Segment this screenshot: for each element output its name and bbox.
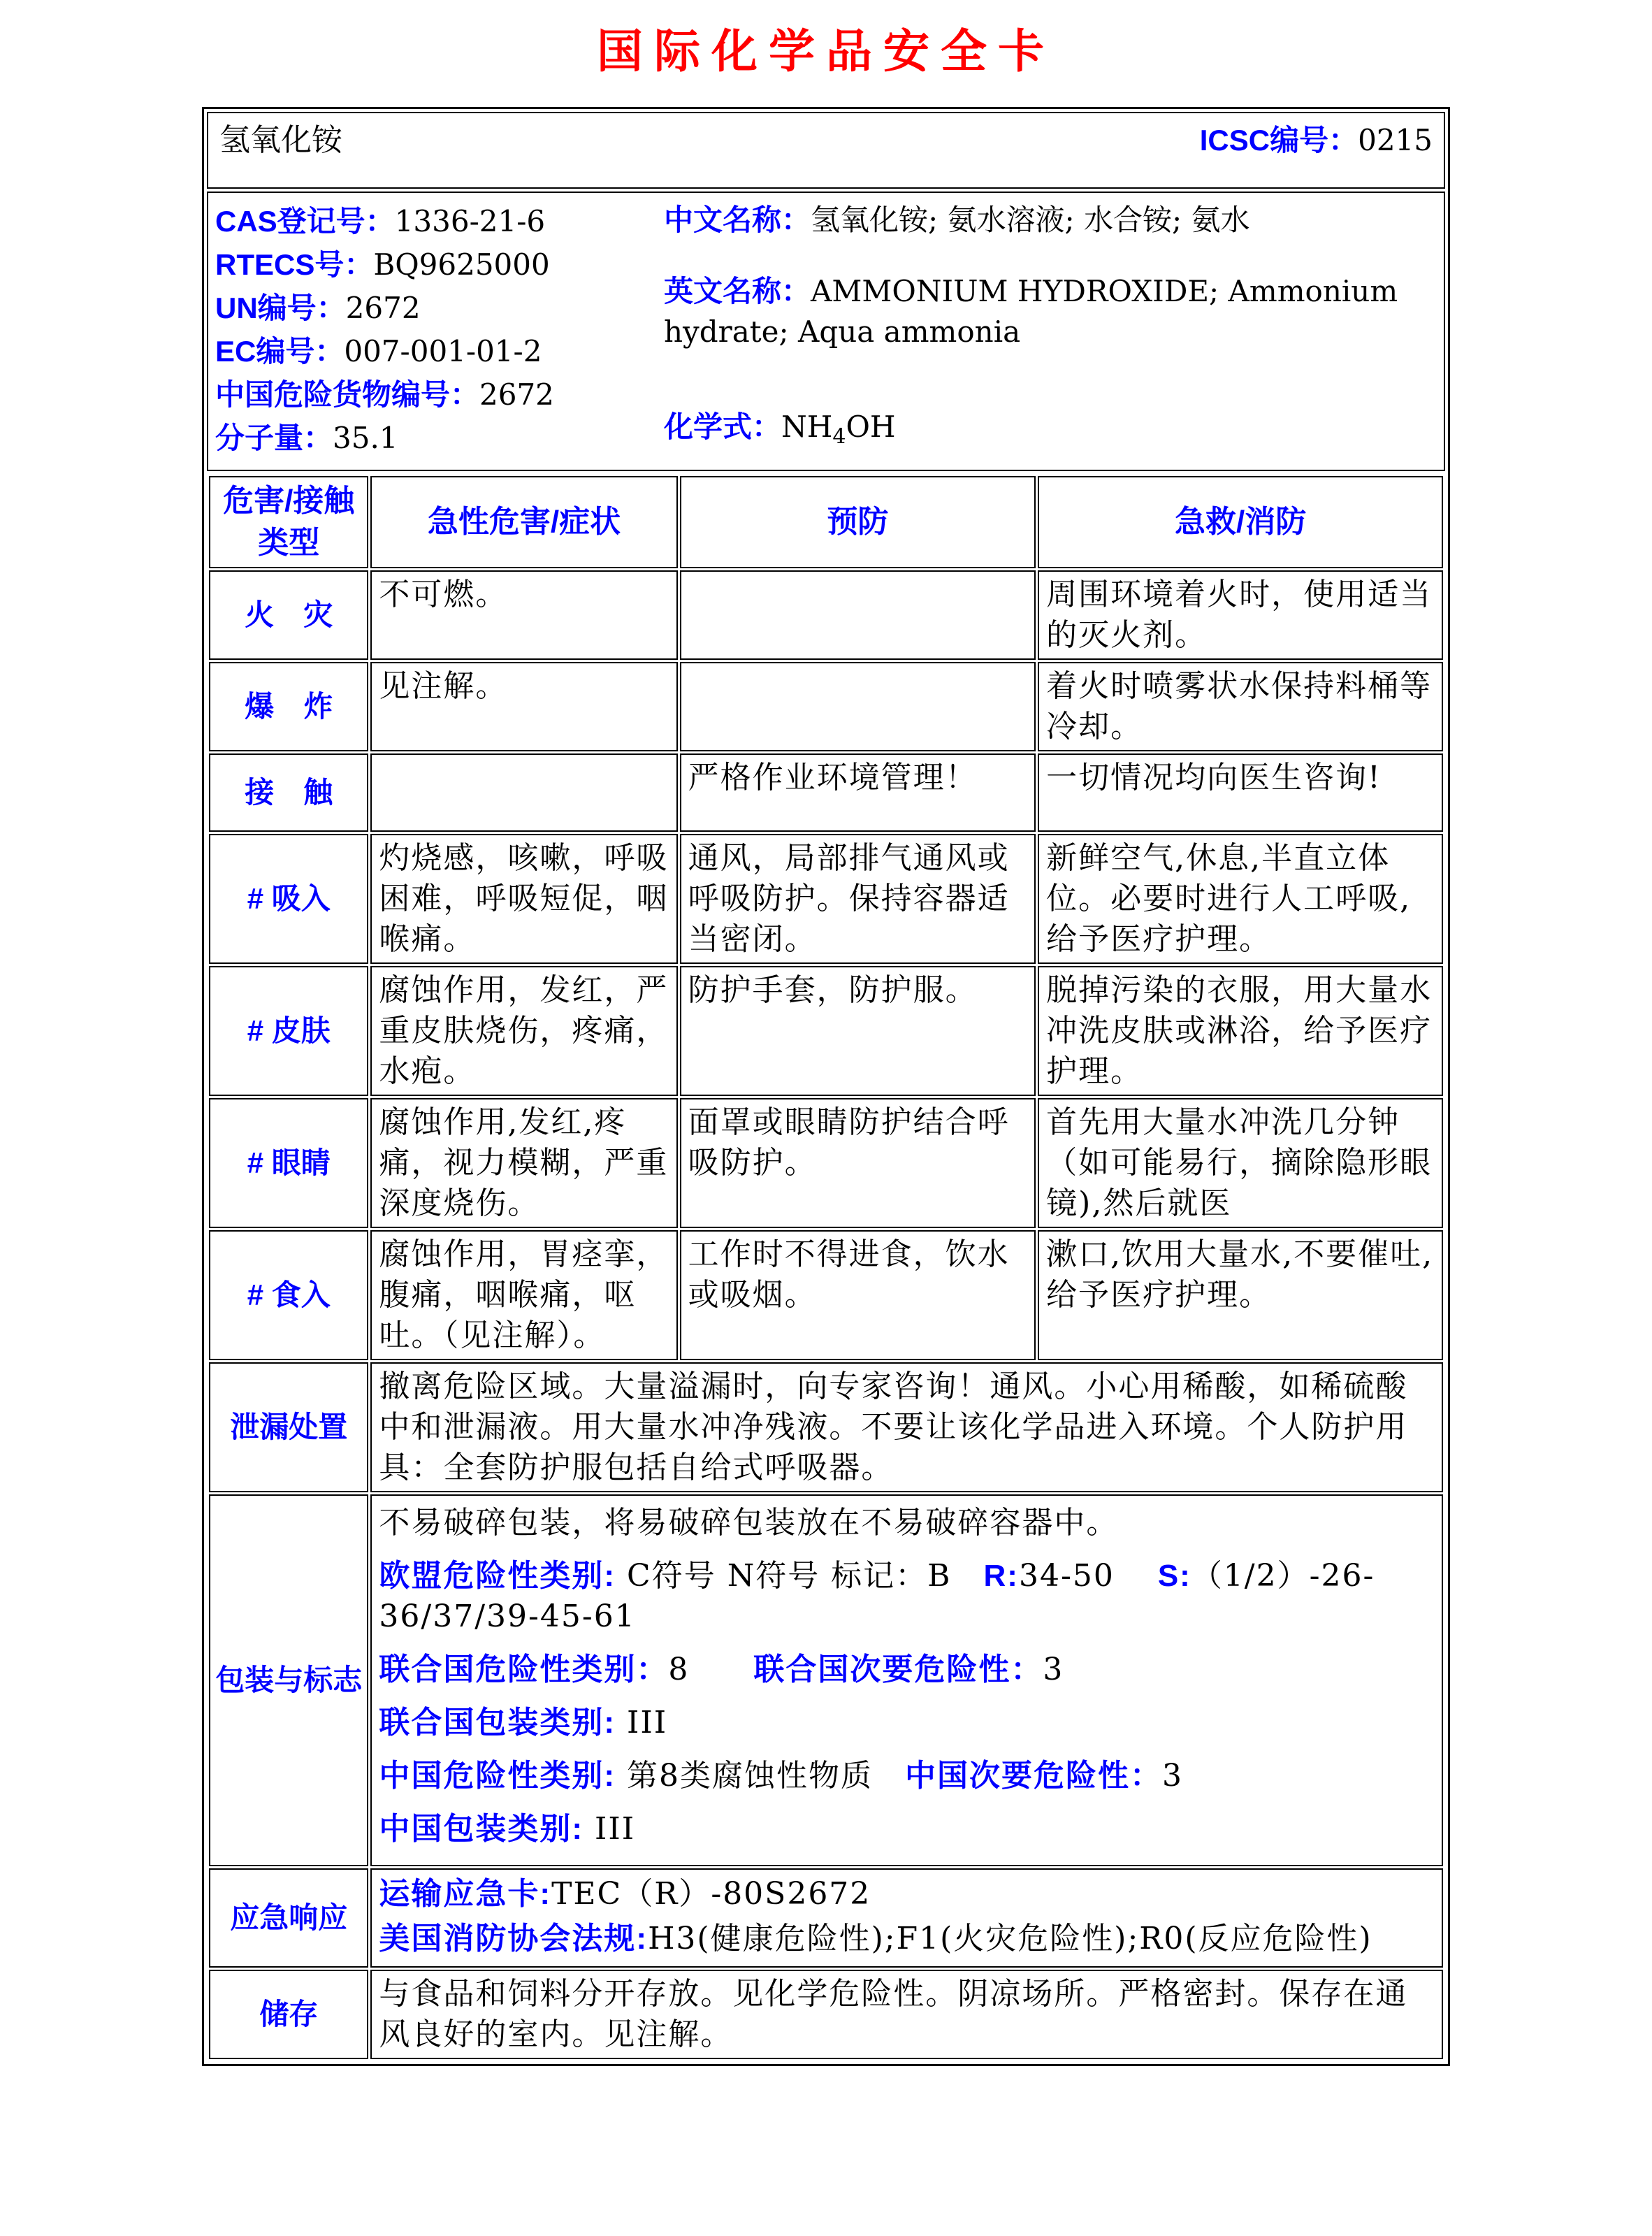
prevention-cell: 严格作业环境管理！ — [680, 753, 1036, 832]
formula-label: 化学式： — [664, 410, 782, 443]
emergency-line-tec — [379, 1874, 1435, 1914]
identifier-row-molweight — [215, 417, 661, 460]
english-name-value: AMMONIUM HYDROXIDE; Ammonium hydrate; Aqua ammonia — [664, 274, 1398, 349]
text-segment: 第8类腐蚀性物质 — [616, 1758, 906, 1794]
table-row-emergency — [209, 1868, 1443, 1968]
symptoms-cell: 见注解。 — [370, 662, 677, 751]
firstaid-cell: 漱口,饮用大量水,不要催吐,给予医疗护理。 — [1038, 1230, 1443, 1360]
table-header-row — [209, 476, 1443, 568]
packaging-line-un-class — [379, 1650, 1435, 1690]
substance-header — [207, 112, 1445, 189]
hazard-type-cell: # 吸入 — [209, 834, 368, 964]
header-symptoms: 急性危害/症状 — [370, 476, 677, 568]
identifier-list — [208, 200, 661, 460]
chinese-name-row — [664, 200, 1434, 240]
table-row-packaging — [209, 1494, 1443, 1866]
text-segment: 不易破碎包装，将易破碎包装放在不易破碎容器中。 — [379, 1505, 1119, 1541]
text-segment: 3 — [1043, 1652, 1064, 1687]
hazard-type-cell: # 眼睛 — [209, 1098, 368, 1228]
text-segment: 联合国危险性类别： — [379, 1652, 669, 1687]
text-segment: （1/2）-26-36/37/39-45-61 — [379, 1558, 1375, 1634]
text-segment: 中国包装类别: — [379, 1812, 584, 1846]
packaging-line-un-group — [379, 1703, 1435, 1743]
identifier-label: EC编号： — [215, 335, 345, 368]
spill-label-cell: 泄漏处置 — [209, 1362, 368, 1492]
text-segment: 美国消防协会法规: — [379, 1921, 649, 1956]
identification-section — [207, 192, 1445, 471]
english-name-row — [664, 271, 1434, 352]
identifier-value: 1336-21-6 — [394, 204, 546, 238]
identifier-row-rtecs — [215, 243, 661, 287]
hazard-type-cell: # 皮肤 — [209, 966, 368, 1096]
emergency-label-cell: 应急响应 — [209, 1868, 368, 1968]
header-hazard-type: 危害/接触 类型 — [209, 476, 368, 568]
identifier-row-ec — [215, 330, 661, 373]
table-row-spill — [209, 1362, 1443, 1492]
spill-content-cell: 撤离危险区域。大量溢漏时，向专家咨询！通风。小心用稀酸，如稀硫酸中和泄漏液。用大量水冲净残液。不要让该化学品进入环境。个人防护用具：全套防护服包括自给式呼吸器。 — [370, 1362, 1443, 1492]
prevention-cell: 面罩或眼睛防护结合呼吸防护。 — [680, 1098, 1036, 1228]
packaging-label-cell: 包装与标志 — [209, 1494, 368, 1866]
table-row-ingestion — [209, 1230, 1443, 1360]
text-segment: R: — [983, 1559, 1019, 1593]
firstaid-cell: 脱掉污染的衣服，用大量水冲洗皮肤或淋浴，给予医疗护理。 — [1038, 966, 1443, 1096]
packaging-line — [379, 1503, 1435, 1543]
storage-content-cell: 与食品和饲料分开存放。见化学危险性。阴凉场所。严格密封。保存在通风良好的室内。见注解。 — [370, 1970, 1443, 2059]
table-row-fire — [209, 570, 1443, 660]
identifier-value: 2672 — [479, 377, 554, 412]
identifier-value: BQ9625000 — [373, 247, 550, 282]
icsc-number-block — [1200, 122, 1433, 159]
symptoms-cell: 灼烧感，咳嗽，呼吸困难，呼吸短促，咽喉痛。 — [370, 834, 677, 964]
identifier-value: 007-001-01-2 — [344, 334, 542, 368]
text-segment: III — [584, 1811, 636, 1847]
icsc-number-label: ICSC编号： — [1199, 124, 1358, 157]
table-row-exposure — [209, 753, 1443, 832]
text-segment: S: — [1157, 1559, 1191, 1593]
text-segment: 联合国包装类别: — [379, 1705, 616, 1740]
firstaid-cell: 着火时喷雾状水保持料桶等冷却。 — [1038, 662, 1443, 751]
text-segment: 中国危险性类别: — [379, 1759, 616, 1793]
table-row-storage — [209, 1970, 1443, 2059]
identifier-row-cas — [215, 200, 661, 243]
names-block — [661, 200, 1444, 460]
symptoms-cell — [370, 753, 677, 832]
firstaid-cell: 一切情况均向医生咨询! — [1038, 753, 1443, 832]
packaging-line-china-group — [379, 1809, 1435, 1849]
text-segment: TEC（R）-80S2672 — [551, 1876, 871, 1912]
firstaid-cell: 周围环境着火时，使用适当的灭火剂。 — [1038, 570, 1443, 660]
prevention-cell: 通风，局部排气通风或呼吸防护。保持容器适当密闭。 — [680, 834, 1036, 964]
text-segment: 运输应急卡: — [379, 1877, 552, 1911]
icsc-number-value: 0215 — [1358, 123, 1433, 157]
chinese-name-value: 氢氧化铵; 氨水溶液; 水合铵; 氨水 — [811, 203, 1250, 237]
chinese-name-label: 中文名称： — [664, 203, 811, 236]
identifier-value: 35.1 — [333, 421, 398, 455]
header-firstaid: 急救/消防 — [1038, 476, 1443, 568]
storage-label-cell: 储存 — [209, 1970, 368, 2059]
prevention-cell — [680, 662, 1036, 751]
text-segment: 8 — [668, 1652, 754, 1687]
hazard-table — [207, 474, 1445, 2061]
identifier-label: CAS登记号： — [215, 205, 395, 238]
formula-subscript: 4 — [832, 424, 846, 449]
formula-value: $NH_4OH$ — [781, 409, 896, 449]
packaging-content-cell — [370, 1494, 1443, 1866]
table-row-inhalation — [209, 834, 1443, 964]
identifier-label: UN编号： — [215, 291, 346, 324]
identifier-label: 中国危险货物编号： — [215, 378, 480, 411]
text-segment: III — [616, 1705, 668, 1740]
prevention-cell: 防护手套，防护服。 — [680, 966, 1036, 1096]
text-segment: 联合国次要危险性： — [753, 1652, 1043, 1687]
identifier-row-china-dg — [215, 373, 661, 417]
firstaid-cell: 首先用大量水冲洗几分钟（如可能易行，摘除隐形眼镜),然后就医 — [1038, 1098, 1443, 1228]
text-segment: 欧盟危险性类别: — [379, 1559, 616, 1593]
prevention-cell — [680, 570, 1036, 660]
identifier-label: 分子量： — [215, 421, 333, 454]
table-row-explosion — [209, 662, 1443, 751]
icsc-card — [202, 107, 1450, 2066]
emergency-content-cell — [370, 1868, 1443, 1968]
symptoms-cell: 腐蚀作用，发红，严重皮肤烧伤，疼痛，水疱。 — [370, 966, 677, 1096]
substance-name: 氢氧化铵 — [219, 122, 342, 158]
hazard-type-cell: 火 灾 — [209, 570, 368, 660]
hazard-type-cell: # 食入 — [209, 1230, 368, 1360]
hazard-type-cell: 接 触 — [209, 753, 368, 832]
formula-row — [664, 407, 1434, 457]
identifier-row-un — [215, 287, 661, 330]
identifier-label: RTECS号： — [215, 248, 374, 281]
text-segment: H3(健康危险性);F1(火灾危险性);R0(反应危险性) — [648, 1921, 1372, 1956]
identifier-value: 2672 — [345, 291, 421, 325]
emergency-line-nfpa — [379, 1919, 1435, 1959]
hazard-type-cell: 爆 炸 — [209, 662, 368, 751]
packaging-line-china-class — [379, 1756, 1435, 1796]
packaging-line-eu — [379, 1556, 1435, 1637]
symptoms-cell: 不可燃。 — [370, 570, 677, 660]
text-segment: 34-50 — [1018, 1558, 1158, 1594]
table-row-skin — [209, 966, 1443, 1096]
table-row-eyes — [209, 1098, 1443, 1228]
symptoms-cell: 腐蚀作用，胃痉挛，腹痛，咽喉痛，呕吐。（见注解）。 — [370, 1230, 677, 1360]
text-segment: C符号 N符号 标记：B — [616, 1558, 984, 1594]
firstaid-cell: 新鲜空气,休息,半直立体位。必要时进行人工呼吸,给予医疗护理。 — [1038, 834, 1443, 964]
text-segment: 中国次要危险性： — [905, 1759, 1163, 1793]
page-title: 国际化学品安全卡 — [597, 24, 1055, 78]
symptoms-cell: 腐蚀作用,发红,疼痛，视力模糊，严重深度烧伤。 — [370, 1098, 677, 1228]
english-name-label: 英文名称： — [664, 275, 811, 308]
header-prevention: 预防 — [680, 476, 1036, 568]
text-segment: 3 — [1162, 1758, 1184, 1794]
prevention-cell: 工作时不得进食，饮水或吸烟。 — [680, 1230, 1036, 1360]
